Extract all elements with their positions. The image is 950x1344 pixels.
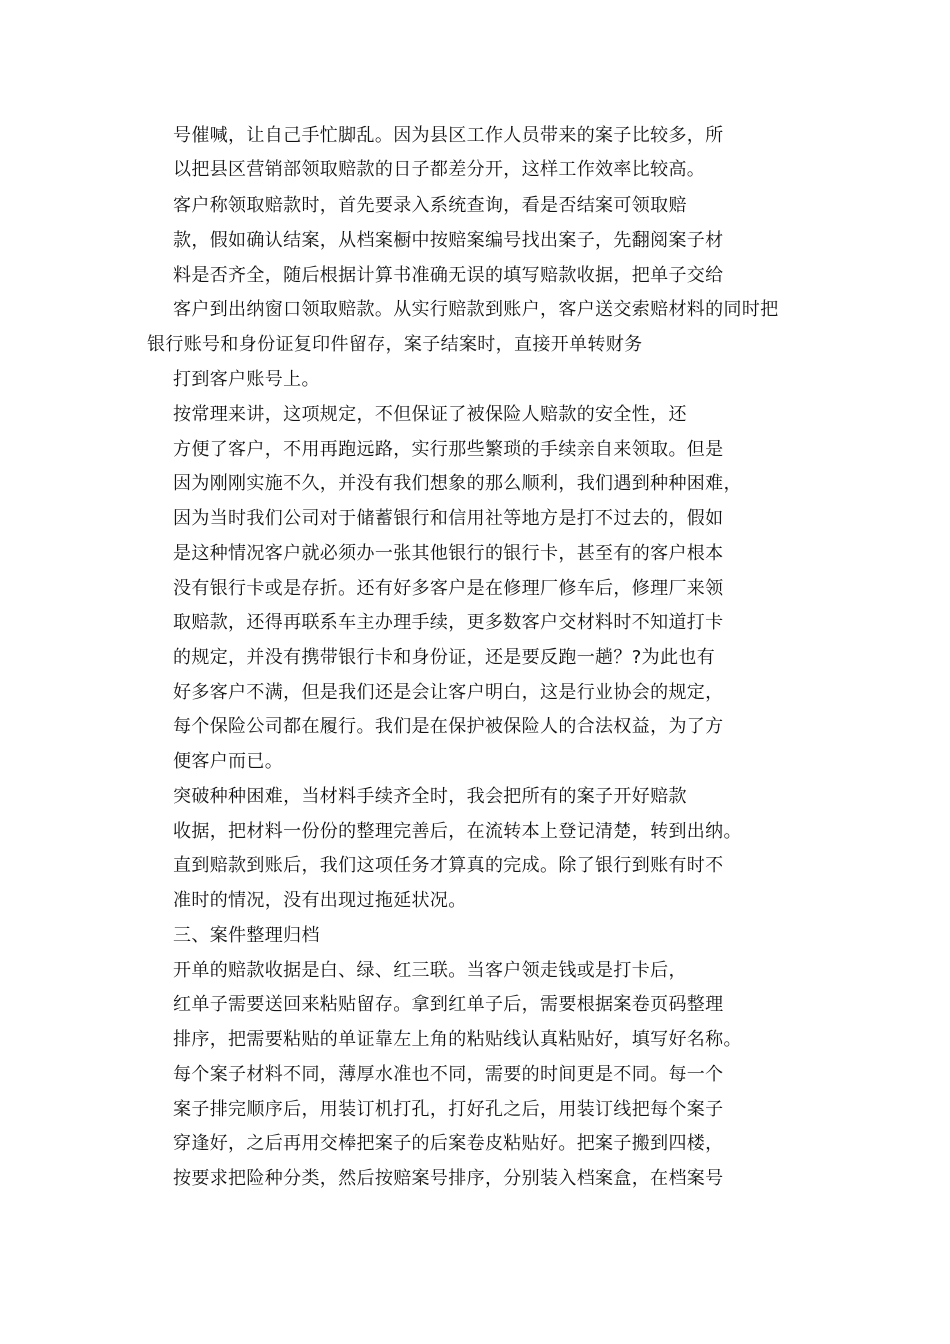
text-line: 客户称领取赔款时，首先要录入系统查询，看是否结案可领取赔: [173, 195, 687, 216]
text-line: 每个保险公司都在履行。我们是在保护被保险人的合法权益，为了方: [173, 716, 724, 737]
text-line: 的规定，并没有携带银行卡和身份证，还是要反跑一趟？?为此也有: [173, 647, 716, 668]
text-line: 直到赔款到账后，我们这项任务才算真的完成。除了银行到账有时不: [173, 855, 724, 876]
text-line: 客户到出纳窗口领取赔款。从实行赔款到账户，客户送交索赔材料的同时把: [173, 299, 779, 320]
text-line: 便客户而已。: [173, 751, 284, 772]
text-line: 款，假如确认结案，从档案橱中按赔案编号找出案子，先翻阅案子材: [173, 230, 724, 251]
text-line: 以把县区营销部领取赔款的日子都差分开，这样工作效率比较高。: [173, 159, 706, 180]
text-line: 因为刚刚实施不久，并没有我们想象的那么顺利，我们遇到种种困难，: [173, 473, 742, 494]
text-line: 收据，把材料一份份的整理完善后，在流转本上登记清楚，转到出纳。: [173, 821, 742, 842]
text-line: 每个案子材料不同，薄厚水准也不同，需要的时间更是不同。每一个: [173, 1064, 724, 1085]
text-line: 打到客户账号上。: [173, 369, 320, 390]
text-line: 料是否齐全，随后根据计算书准确无误的填写赔款收据，把单子交给: [173, 265, 724, 286]
text-line: 银行账号和身份证复印件留存，案子结案时，直接开单转财务: [147, 334, 643, 355]
text-line: 突破种种困难，当材料手续齐全时，我会把所有的案子开好赔款: [173, 786, 687, 807]
text-line: 方便了客户，不用再跑远路，实行那些繁琐的手续亲自来领取。但是: [173, 439, 724, 460]
text-line: 好多客户不满，但是我们还是会让客户明白，这是行业协会的规定，: [173, 682, 724, 703]
text-line: 开单的赔款收据是白、绿、红三联。当客户领走钱或是打卡后，: [173, 960, 687, 981]
section-heading: 三、案件整理归档: [173, 925, 320, 946]
text-line: 没有银行卡或是存折。还有好多客户是在修理厂修车后，修理厂来领: [173, 578, 724, 599]
text-line: 排序，把需要粘贴的单证靠左上角的粘贴线认真粘贴好，填写好名称。: [173, 1029, 742, 1050]
text-line: 是这种情况客户就必须办一张其他银行的银行卡，甚至有的客户根本: [173, 543, 724, 564]
text-line: 穿逢好，之后再用交棒把案子的后案卷皮粘贴好。把案子搬到四楼，: [173, 1133, 724, 1154]
text-line: 案子排完顺序后，用装订机打孔，打好孔之后，用装订线把每个案子: [173, 1099, 724, 1120]
text-line: 红单子需要送回来粘贴留存。拿到红单子后，需要根据案卷页码整理: [173, 994, 724, 1015]
text-line: 号催喊，让自己手忙脚乱。因为县区工作人员带来的案子比较多，所: [173, 125, 724, 146]
text-line: 按要求把险种分类，然后按赔案号排序，分别装入档案盒，在档案号: [173, 1168, 724, 1189]
text-line: 准时的情况，没有出现过拖延状况。: [173, 890, 467, 911]
text-line: 按常理来讲，这项规定，不但保证了被保险人赔款的安全性，还: [173, 404, 687, 425]
text-line: 因为当时我们公司对于储蓄银行和信用社等地方是打不过去的，假如: [173, 508, 724, 529]
text-line: 取赔款，还得再联系车主办理手续，更多数客户交材料时不知道打卡: [173, 612, 724, 633]
